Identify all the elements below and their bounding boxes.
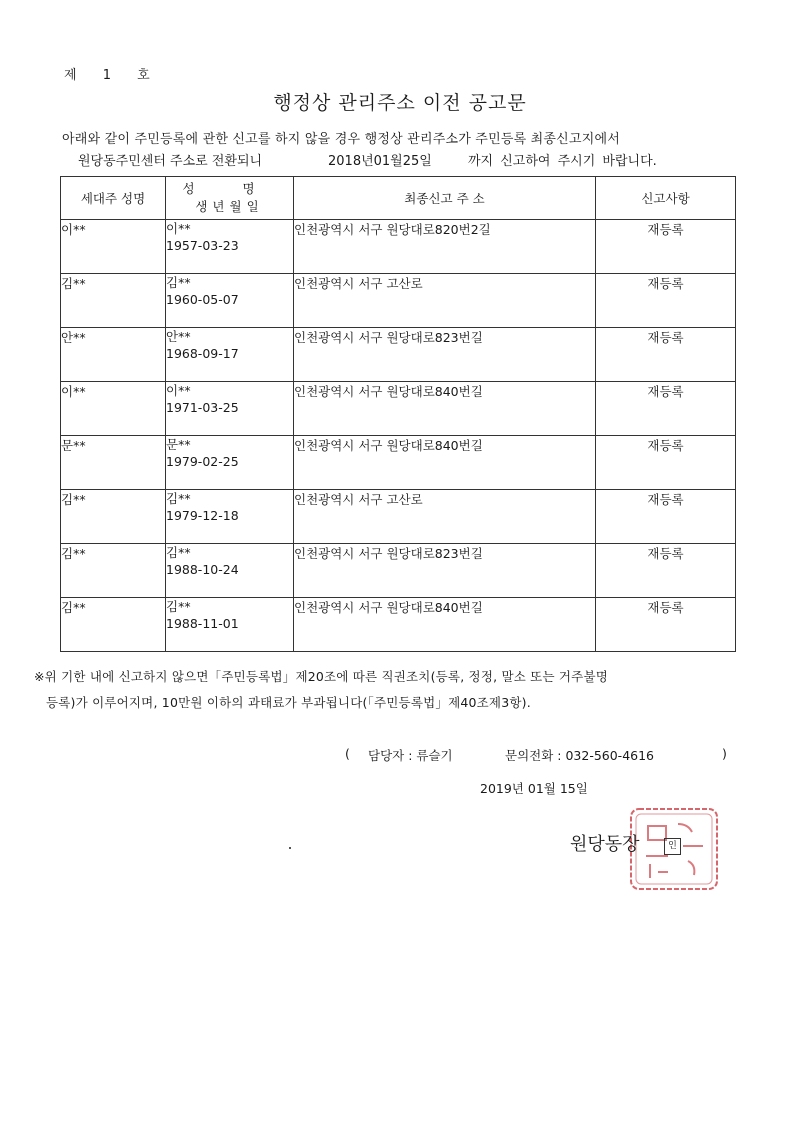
table-header-row	[61, 177, 736, 220]
birth-date: 1979-12-18	[166, 508, 239, 523]
birth-date: 1979-02-25	[166, 454, 239, 469]
notice-line-1: ※위 기한 내에 신고하지 않으면「주민등록법」제20조에 따른 직권조치(등록, 정정, 말소 또는 거주불명	[34, 669, 608, 684]
address-cell: 인천광역시 서구 고산로	[294, 490, 596, 544]
person-name: 이**	[166, 383, 191, 398]
birth-date: 1968-09-17	[166, 346, 239, 361]
intro-line-1: 아래와 같이 주민등록에 관한 신고를 하지 않을 경우 행정상 관리주소가 주민등록 최종신고지에서	[62, 132, 620, 147]
address-cell: 인천광역시 서구 원당대로823번길	[294, 544, 596, 598]
header-address: 최종신고 주 소	[294, 177, 596, 220]
page-title: 행정상 관리주소 이전 공고문	[273, 92, 527, 114]
report-cell: 재등록	[596, 328, 736, 382]
person-name: 이**	[166, 221, 191, 236]
document-date: 2019년 01월 15일	[480, 781, 588, 796]
address-cell: 인천광역시 서구 원당대로823번길	[294, 328, 596, 382]
report-cell: 재등록	[596, 436, 736, 490]
contact-phone: 문의전화 : 032-560-4616	[505, 748, 655, 763]
householder-cell: 김**	[61, 274, 166, 328]
name-cell	[166, 274, 294, 328]
report-cell: 재등록	[596, 544, 736, 598]
document-number: 제 1 호	[64, 68, 150, 83]
contact-close-paren: )	[722, 746, 727, 761]
householder-cell: 김**	[61, 490, 166, 544]
birth-date: 1971-03-25	[166, 400, 239, 415]
contact-manager: 담당자 : 류슬기	[368, 748, 453, 763]
address-cell: 인천광역시 서구 고산로	[294, 274, 596, 328]
report-cell: 재등록	[596, 598, 736, 652]
name-cell	[166, 598, 294, 652]
table-row	[61, 490, 736, 544]
intro-deadline-date: 2018년01월25일	[328, 154, 432, 169]
person-name: 김**	[166, 491, 191, 506]
header-report: 신고사항	[596, 177, 736, 220]
householder-cell: 문**	[61, 436, 166, 490]
person-name: 안**	[166, 329, 191, 344]
table-row	[61, 220, 736, 274]
table-row	[61, 436, 736, 490]
address-cell: 인천광역시 서구 원당대로840번길	[294, 598, 596, 652]
report-cell: 재등록	[596, 490, 736, 544]
birth-date: 1988-11-01	[166, 616, 239, 631]
person-name: 문**	[166, 437, 191, 452]
table-row	[61, 328, 736, 382]
person-name: 김**	[166, 545, 191, 560]
report-cell: 재등록	[596, 382, 736, 436]
householder-cell: 안**	[61, 328, 166, 382]
name-cell	[166, 220, 294, 274]
header-name-birth	[166, 177, 294, 220]
birth-date: 1957-03-23	[166, 238, 239, 253]
householder-cell: 김**	[61, 544, 166, 598]
seal-mark: 인	[664, 838, 681, 855]
address-cell: 인천광역시 서구 원당대로820번2길	[294, 220, 596, 274]
table-row	[61, 274, 736, 328]
report-cell: 재등록	[596, 274, 736, 328]
address-cell: 인천광역시 서구 원당대로840번길	[294, 436, 596, 490]
issuer-name: 원당동장	[570, 834, 640, 855]
table-row	[61, 382, 736, 436]
householder-cell: 이**	[61, 220, 166, 274]
birth-date: 1988-10-24	[166, 562, 239, 577]
name-cell	[166, 544, 294, 598]
name-cell	[166, 436, 294, 490]
report-cell: 재등록	[596, 220, 736, 274]
intro-line-2-office: 원당동주민센터 주소로 전환되니	[78, 154, 263, 169]
scan-speck	[289, 847, 291, 849]
birth-date: 1960-05-07	[166, 292, 239, 307]
name-cell	[166, 490, 294, 544]
name-cell	[166, 382, 294, 436]
address-cell: 인천광역시 서구 원당대로840번길	[294, 382, 596, 436]
person-name: 김**	[166, 599, 191, 614]
person-name: 김**	[166, 275, 191, 290]
header-householder: 세대주 성명	[61, 177, 166, 220]
name-cell	[166, 328, 294, 382]
table-row	[61, 544, 736, 598]
table-row	[61, 598, 736, 652]
householder-cell: 이**	[61, 382, 166, 436]
intro-line-2-tail: 까지 신고하여 주시기 바랍니다.	[468, 154, 657, 169]
householder-cell: 김**	[61, 598, 166, 652]
contact-open-paren: (	[345, 746, 350, 761]
header-name: 성 명	[182, 181, 277, 196]
record-table	[60, 176, 736, 652]
header-birth: 생년월일	[195, 199, 264, 214]
notice-line-2: 등록)가 이루어지며, 10만원 이하의 과태료가 부과됩니다(「주민등록법」제40조제3항).	[46, 695, 531, 710]
